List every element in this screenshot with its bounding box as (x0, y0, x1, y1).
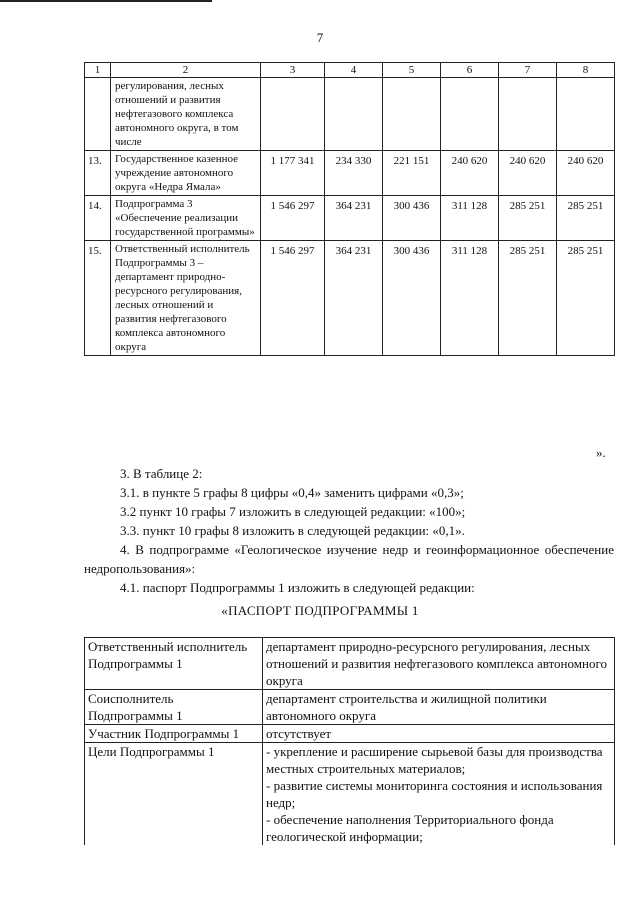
row-value: 1 177 341 (261, 151, 325, 196)
paragraph: 3.1. в пункте 5 графы 8 цифры «0,4» заменить цифрами «0,3»; (120, 485, 464, 500)
passport-goals (263, 743, 615, 846)
row-value: 240 620 (441, 151, 499, 196)
funding-table (84, 62, 615, 356)
row-value: 364 231 (325, 196, 383, 241)
passport-label: Соисполнитель Подпрограммы 1 (85, 690, 263, 725)
row-value: 285 251 (499, 196, 557, 241)
row-value: 1 546 297 (261, 196, 325, 241)
column-header: 3 (261, 63, 325, 78)
passport-table (84, 637, 615, 845)
top-rule (0, 0, 212, 2)
row-value: 311 128 (441, 196, 499, 241)
goal-item: - укрепление и расширение сырьевой базы для производства местных строительных материалов; (266, 744, 603, 776)
table-row (85, 196, 615, 241)
goal-item: - обеспечение наполнения Территориального фонда геологической информации; (266, 812, 554, 844)
column-header: 2 (111, 63, 261, 78)
column-header: 6 (441, 63, 499, 78)
passport-title: «ПАСПОРТ ПОДПРОГРАММЫ 1 (221, 603, 419, 618)
column-header: 7 (499, 63, 557, 78)
row-value (325, 78, 383, 151)
row-value: 1 546 297 (261, 241, 325, 356)
row-value: 240 620 (557, 151, 615, 196)
row-index (85, 78, 111, 151)
paragraph: 3. В таблице 2: (120, 466, 203, 481)
row-value: 240 620 (499, 151, 557, 196)
row-index: 15. (85, 241, 111, 356)
column-header: 5 (383, 63, 441, 78)
funding-table-header (85, 63, 615, 78)
row-value (441, 78, 499, 151)
row-value: 300 436 (383, 196, 441, 241)
row-name: Подпрограмма 3 «Обеспечение реализации государственной программы» (111, 196, 261, 241)
page-number: 7 (316, 30, 324, 45)
table-row (85, 690, 615, 725)
row-value (383, 78, 441, 151)
row-value: 285 251 (499, 241, 557, 356)
row-value: 300 436 (383, 241, 441, 356)
row-value: 285 251 (557, 241, 615, 356)
table-row (85, 78, 615, 151)
row-value: 311 128 (441, 241, 499, 356)
closing-quote: ». (596, 445, 606, 460)
paragraph: 4. В подпрограмме «Геологическое изучение недр и геоинформационное обеспечение недропользования»: (84, 542, 614, 576)
row-value: 221 151 (383, 151, 441, 196)
row-value (261, 78, 325, 151)
table-row (85, 241, 615, 356)
row-value: 364 231 (325, 241, 383, 356)
column-header: 8 (557, 63, 615, 78)
passport-label: Ответственный исполнитель Подпрограммы 1 (85, 638, 263, 690)
row-name: Ответственный исполнитель Подпрограммы 3 – департамент природно-ресурсного регулирования, лесных отношений и развития нефтегазового комплекса автономного округа (111, 241, 261, 356)
table-row (85, 638, 615, 690)
table-row (85, 725, 615, 743)
passport-value: департамент природно-ресурсного регулирования, лесных отношений и развития нефтегазового комплекса автономного округа (263, 638, 615, 690)
table-row (85, 743, 615, 846)
row-value: 285 251 (557, 196, 615, 241)
column-header: 4 (325, 63, 383, 78)
row-name: Государственное казенное учреждение автономного округа «Недра Ямала» (111, 151, 261, 196)
row-index: 14. (85, 196, 111, 241)
passport-label: Цели Подпрограммы 1 (85, 743, 263, 846)
paragraph: 3.2 пункт 10 графы 7 изложить в следующей редакции: «100»; (120, 504, 466, 519)
passport-value: отсутствует (263, 725, 615, 743)
column-header: 1 (85, 63, 111, 78)
paragraph: 3.3. пункт 10 графы 8 изложить в следующей редакции: «0,1». (120, 523, 465, 538)
passport-label: Участник Подпрограммы 1 (85, 725, 263, 743)
row-index: 13. (85, 151, 111, 196)
row-name: регулирования, лесных отношений и развития нефтегазового комплекса автономного округа, в том числе (111, 78, 261, 151)
amendment-text (84, 464, 614, 597)
goal-item: - развитие системы мониторинга состояния и использования недр; (266, 778, 603, 810)
row-value (557, 78, 615, 151)
row-value (499, 78, 557, 151)
paragraph: 4.1. паспорт Подпрограммы 1 изложить в следующей редакции: (120, 580, 475, 595)
row-value: 234 330 (325, 151, 383, 196)
table-row (85, 151, 615, 196)
passport-value: департамент строительства и жилищной политики автономного округа (263, 690, 615, 725)
